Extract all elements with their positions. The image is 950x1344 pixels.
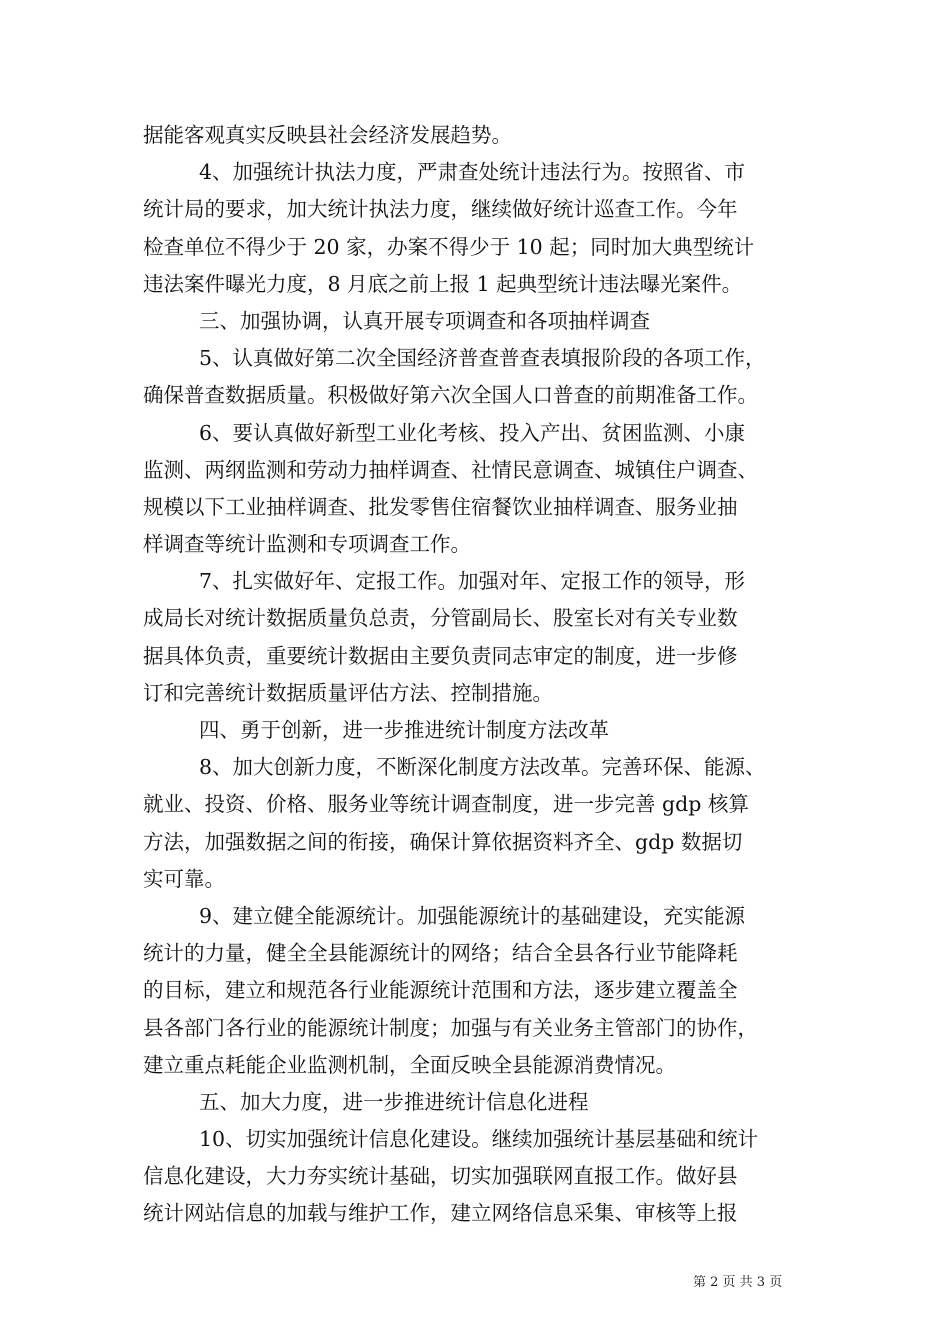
text-line: 方法，加强数据之间的衔接，确保计算依据资料齐全、gdp 数据切 [143,829,743,854]
text-line: 成局长对统计数据质量负总责，分管副局长、股室长对有关专业数 [143,606,738,631]
text-line: 确保普查数据质量。积极做好第六次全国人口普查的前期准备工作。 [143,383,758,408]
text-line: 4、加强统计执法力度，严肃查处统计违法行为。按照省、市 [199,160,746,185]
text-line: 违法案件曝光力度，8 月底之前上报 1 起典型统计违法曝光案件。 [143,271,743,296]
section-heading: 五、加大力度，进一步推进统计信息化进程 [199,1089,589,1114]
text-line: 监测、两纲监测和劳动力抽样调查、社情民意调查、城镇住户调查、 [143,457,758,482]
text-line: 5、认真做好第二次全国经济普查普查表填报阶段的各项工作， [199,346,766,371]
text-line: 建立重点耗能企业监测机制，全面反映全县能源消费情况。 [143,1052,676,1077]
text-line: 6、要认真做好新型工业化考核、投入产出、贫困监测、小康 [199,420,746,445]
text-line: 信息化建设，大力夯实统计基础，切实加强联网直报工作。做好县 [143,1164,738,1189]
text-line: 规模以下工业抽样调查、批发零售住宿餐饮业抽样调查、服务业抽 [143,494,738,519]
text-line: 7、扎实做好年、定报工作。加强对年、定报工作的领导，形 [199,569,746,594]
text-line: 样调查等统计监测和专项调查工作。 [143,532,471,557]
text-line: 9、建立健全能源统计。加强能源统计的基础建设，充实能源 [199,903,746,928]
text-line: 实可靠。 [143,866,225,891]
text-line: 据具体负责，重要统计数据由主要负责同志审定的制度，进一步修 [143,643,738,668]
text-line: 检查单位不得少于 20 家，办案不得少于 10 起；同时加大典型统计 [143,234,755,259]
text-line: 的目标，建立和规范各行业能源统计范围和方法，逐步建立覆盖全 [143,978,738,1003]
text-line: 据能客观真实反映县社会经济发展趋势。 [143,123,512,147]
text-line: 8、加大创新力度，不断深化制度方法改革。完善环保、能源、 [199,755,766,780]
text-line: 10、切实加强统计信息化建设。继续加强统计基层基础和统计 [199,1127,759,1152]
text-line: 统计的力量，健全全县能源统计的网络；结合全县各行业节能降耗 [143,941,738,966]
text-line: 统计局的要求，加大统计执法力度，继续做好统计巡查工作。今年 [143,197,738,222]
body-text [143,117,823,1233]
section-heading: 三、加强协调，认真开展专项调查和各项抽样调查 [199,308,650,333]
section-heading: 四、勇于创新，进一步推进统计制度方法改革 [199,718,609,742]
text-line: 统计网站信息的加载与维护工作，建立网络信息采集、审核等上报 [143,1201,738,1226]
text-line: 县各部门各行业的能源统计制度；加强与有关业务主管部门的协作， [143,1015,758,1040]
text-line: 订和完善统计数据质量评估方法、控制措施。 [143,680,553,705]
text-line: 就业、投资、价格、服务业等统计调查制度，进一步完善 gdp 核算 [143,792,749,817]
page-number-footer: 第 2 页 共 3 页 [693,1275,783,1290]
